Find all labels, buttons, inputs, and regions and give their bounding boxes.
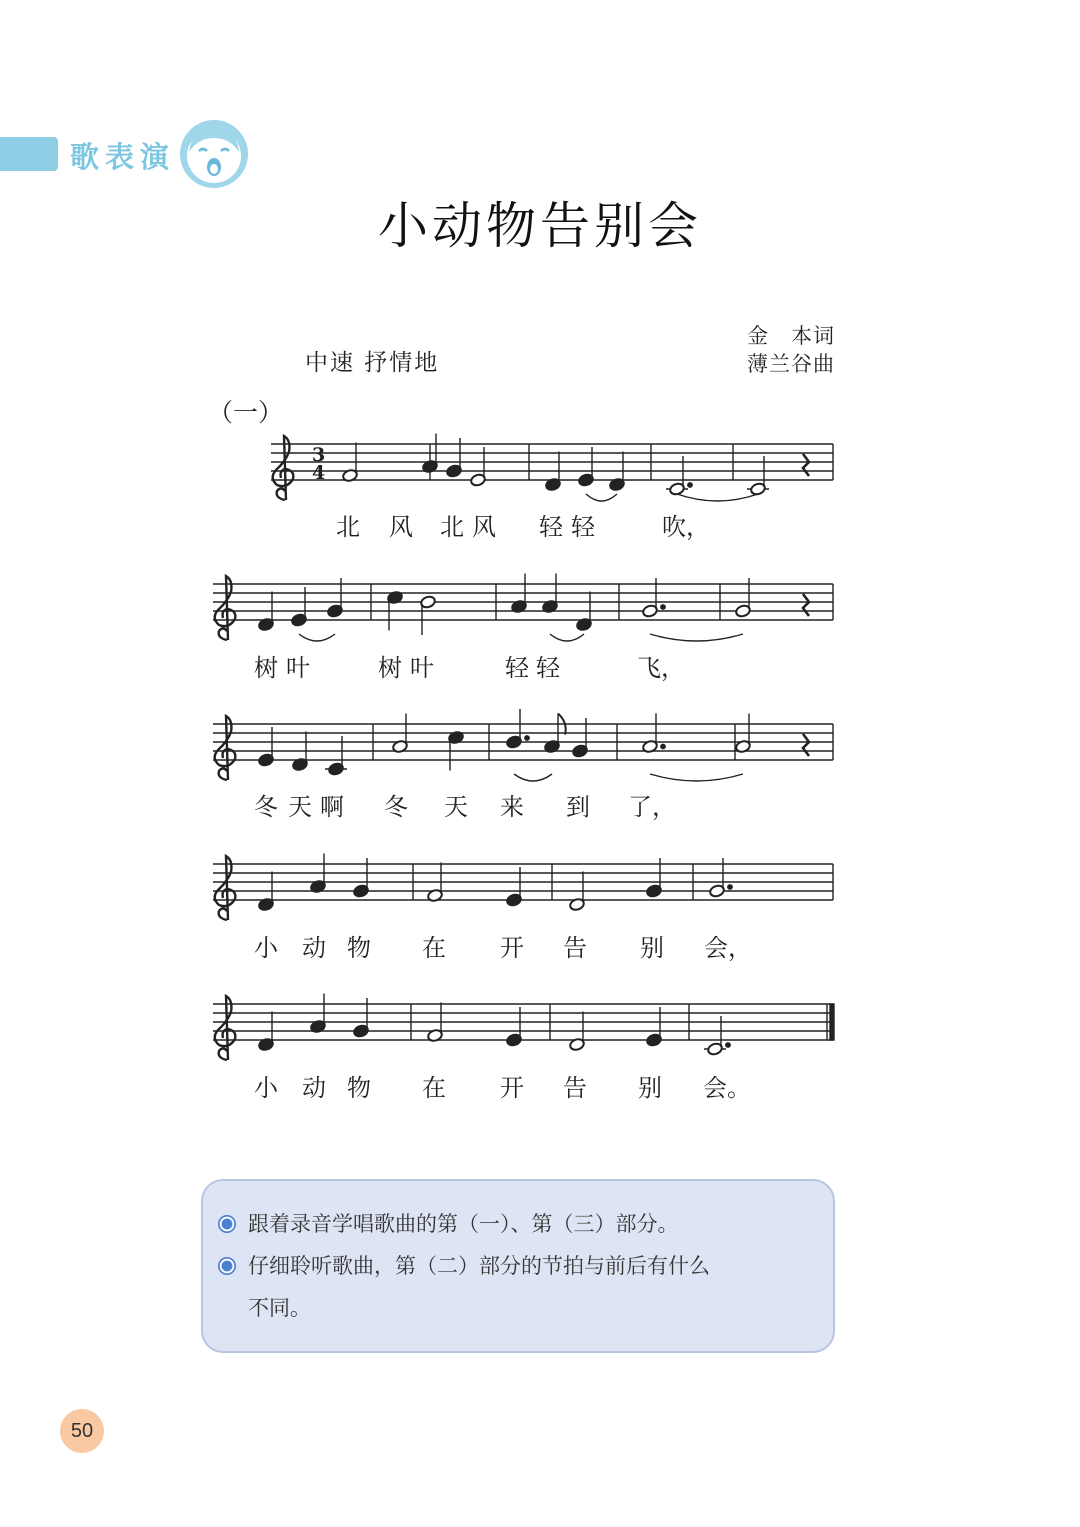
lyric-syllable: 物 (347, 1074, 371, 1102)
lyric-syllable: 会， (704, 934, 752, 962)
bullet-icon (218, 1215, 236, 1233)
lyric-syllable: 叶 (410, 654, 434, 682)
lyric-syllable: 天 (288, 793, 312, 821)
lyric-syllable: 会。 (703, 1074, 751, 1102)
activity-item-2-continued: 不同。 (248, 1296, 311, 1320)
lyric-syllable: 到 (566, 793, 590, 821)
lyric-syllable: 开 (500, 934, 524, 962)
lyric-syllable: 了， (628, 793, 676, 821)
time-signature-top: 3 (312, 444, 326, 466)
lyric-syllable: 叶 (286, 654, 310, 682)
tie-slur (586, 494, 617, 501)
tempo-marking: 中速 抒情地 (305, 350, 440, 376)
section-label: 歌表演 (70, 140, 176, 174)
treble-clef-icon (215, 996, 236, 1060)
part-label: （一） (208, 398, 284, 427)
treble-clef-icon (215, 716, 236, 780)
lyric-syllable: 冬 (254, 793, 278, 821)
lyric-syllable: 告 (563, 1074, 587, 1102)
augmentation-dot (728, 885, 732, 889)
composer-credit: 薄兰谷曲 (747, 352, 835, 376)
lyric-syllable: 树 (254, 654, 278, 682)
tie-slur (514, 774, 552, 781)
time-signature-bottom: 4 (312, 462, 326, 484)
lyric-syllable: 开 (500, 1074, 524, 1102)
activity-box (201, 1179, 835, 1353)
augmentation-dot (688, 483, 692, 487)
treble-clef-icon (273, 436, 294, 500)
quarter-rest-icon (803, 734, 809, 756)
lyric-syllable: 轻 (539, 513, 563, 541)
lyric-syllable: 小 (254, 1074, 278, 1102)
tie-slur (650, 634, 743, 641)
lyric-syllable: 飞， (637, 654, 685, 682)
treble-clef-icon (215, 576, 236, 640)
final-bar-line (830, 1004, 834, 1040)
lyric-syllable: 小 (254, 934, 278, 962)
lyric-syllable: 轻 (536, 654, 560, 682)
lyric-syllable: 别 (640, 934, 664, 962)
augmentation-dot (525, 736, 529, 740)
activity-item-2: 仔细聆听歌曲，第（二）部分的节拍与前后有什么 (248, 1245, 710, 1287)
bullet-icon (218, 1257, 236, 1275)
lyric-syllable: 来 (500, 793, 524, 821)
lyric-syllable: 冬 (384, 793, 408, 821)
lyric-syllable: 天 (444, 793, 468, 821)
augmentation-dot (661, 744, 665, 748)
tie-slur (299, 634, 335, 641)
lyric-syllable: 在 (422, 934, 446, 962)
treble-clef-icon (215, 856, 236, 920)
augmentation-dot (661, 605, 665, 609)
lyric-syllable: 吹， (662, 513, 710, 541)
tie-slur (550, 634, 584, 641)
lyric-syllable: 北 (440, 513, 464, 541)
activity-item-1: 跟着录音学唱歌曲的第（一）、第（三）部分。 (248, 1203, 679, 1245)
lyric-syllable: 别 (638, 1074, 662, 1102)
song-title: 小动物告别会 (378, 197, 702, 255)
tie-slur (650, 774, 743, 781)
lyric-syllable: 在 (422, 1074, 446, 1102)
lyric-syllable: 告 (563, 934, 587, 962)
lyric-syllable: 物 (347, 934, 371, 962)
page-number: 50 (60, 1409, 104, 1453)
lyric-syllable: 风 (472, 513, 496, 541)
lyric-syllable: 北 (336, 513, 360, 541)
lyric-syllable: 轻 (505, 654, 529, 682)
lyric-syllable: 动 (302, 934, 326, 962)
lyric-syllable: 树 (378, 654, 402, 682)
quarter-rest-icon (803, 594, 809, 616)
lyric-syllable: 动 (302, 1074, 326, 1102)
tie-slur (677, 494, 758, 501)
quarter-rest-icon (803, 454, 809, 476)
lyric-syllable: 轻 (571, 513, 595, 541)
lyric-syllable: 风 (389, 513, 413, 541)
lyric-syllable: 啊 (320, 793, 344, 821)
augmentation-dot (726, 1043, 730, 1047)
lyricist-credit: 金 本词 (747, 324, 835, 348)
